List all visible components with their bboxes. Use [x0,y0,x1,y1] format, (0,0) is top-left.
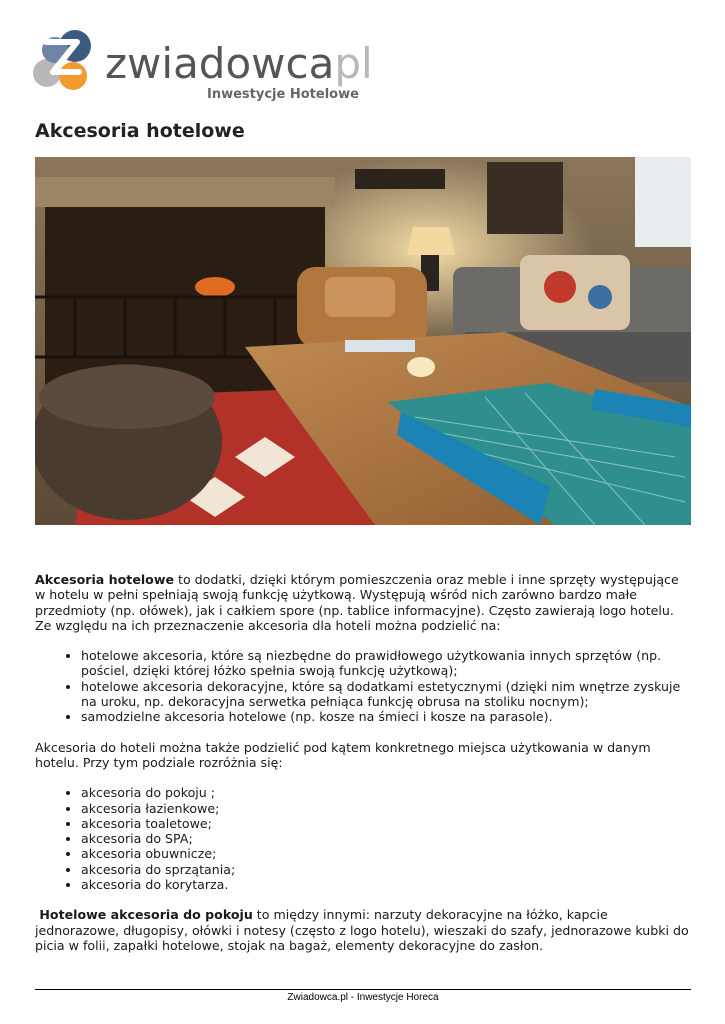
accessory-types-list [35,648,689,724]
logo-tagline: Inwestycje Hotelowe [207,87,359,102]
intro-paragraph [35,572,689,633]
list-item: • akcesoria obuwnicze; [81,846,689,861]
list-item: • hotelowe akcesoria, które są niezbędne do prawidłowego użytkowania innych sprzętów (np. pościel, dzięki której łóżko spełnia swoją funkcję użytkową); [81,648,689,679]
list-item: • akcesoria do SPA; [81,831,689,846]
page-footer: Zwiadowca.pl - Inwestycje Horeca [287,992,439,1003]
location-list [35,785,689,892]
article-photo [35,157,691,525]
intro-text: to dodatki, dzięki którym pomieszczenia oraz meble i inne sprzęty występujące w hotelu w pełni spełniają swoją funkcję użytkową. Występują wśród nich zarówno bardzo małe przedmioty (np. ołówek), jak i całkiem spore (np. tablice informacyjne). Często zawierają logo hotelu. Ze względu na ich przeznaczenie akcesoria dla hoteli można podzielić na: [35,572,679,633]
list-item: • samodzielne akcesoria hotelowe (np. kosze na śmieci i kosze na parasole). [81,709,689,724]
logo-mark-icon [33,30,91,90]
room-accessories-paragraph [35,907,689,953]
article-title: Akcesoria hotelowe [35,120,245,142]
list-item: • akcesoria do korytarza. [81,877,689,892]
list-item: • akcesoria do sprzątania; [81,862,689,877]
site-logo[interactable] [33,28,413,106]
list-item: • akcesoria toaletowe; [81,816,689,831]
footer-divider [35,989,691,990]
list-item: • akcesoria do pokoju ; [81,785,689,800]
intro-bold-term: Akcesoria hotelowe [35,572,175,587]
location-paragraph: Akcesoria do hoteli można także podzielić pod kątem konkretnego miejsca użytkowania w danym hotelu. Przy tym podziale rozróżnia się: [35,739,651,770]
article-body [35,572,689,968]
room-accessories-bold: Hotelowe akcesoria do pokoju [35,907,253,923]
room-accessories-text: to między innymi: narzuty dekoracyjne na łóżko, kapcie jednorazowe, długopisy, ołówki i notesy (często z logo hotelu), wieszaki do szafy, jednorazowe kubki do picia w folii, zapałki hotelowe, stojak na bagaż, elementy dekoracyjne do zasłon. [35,907,689,953]
list-item: • akcesoria łazienkowe; [81,801,689,816]
list-item: • hotelowe akcesoria dekoracyjne, które są dodatkami estetycznymi (dzięki nim wnętrze zyskuje na uroku, np. dekoracyjna serwetka pełniąca funkcję obrusa na stoliku nocnym); [81,679,689,710]
logo-wordmark: zwiadowcapl [105,39,373,88]
